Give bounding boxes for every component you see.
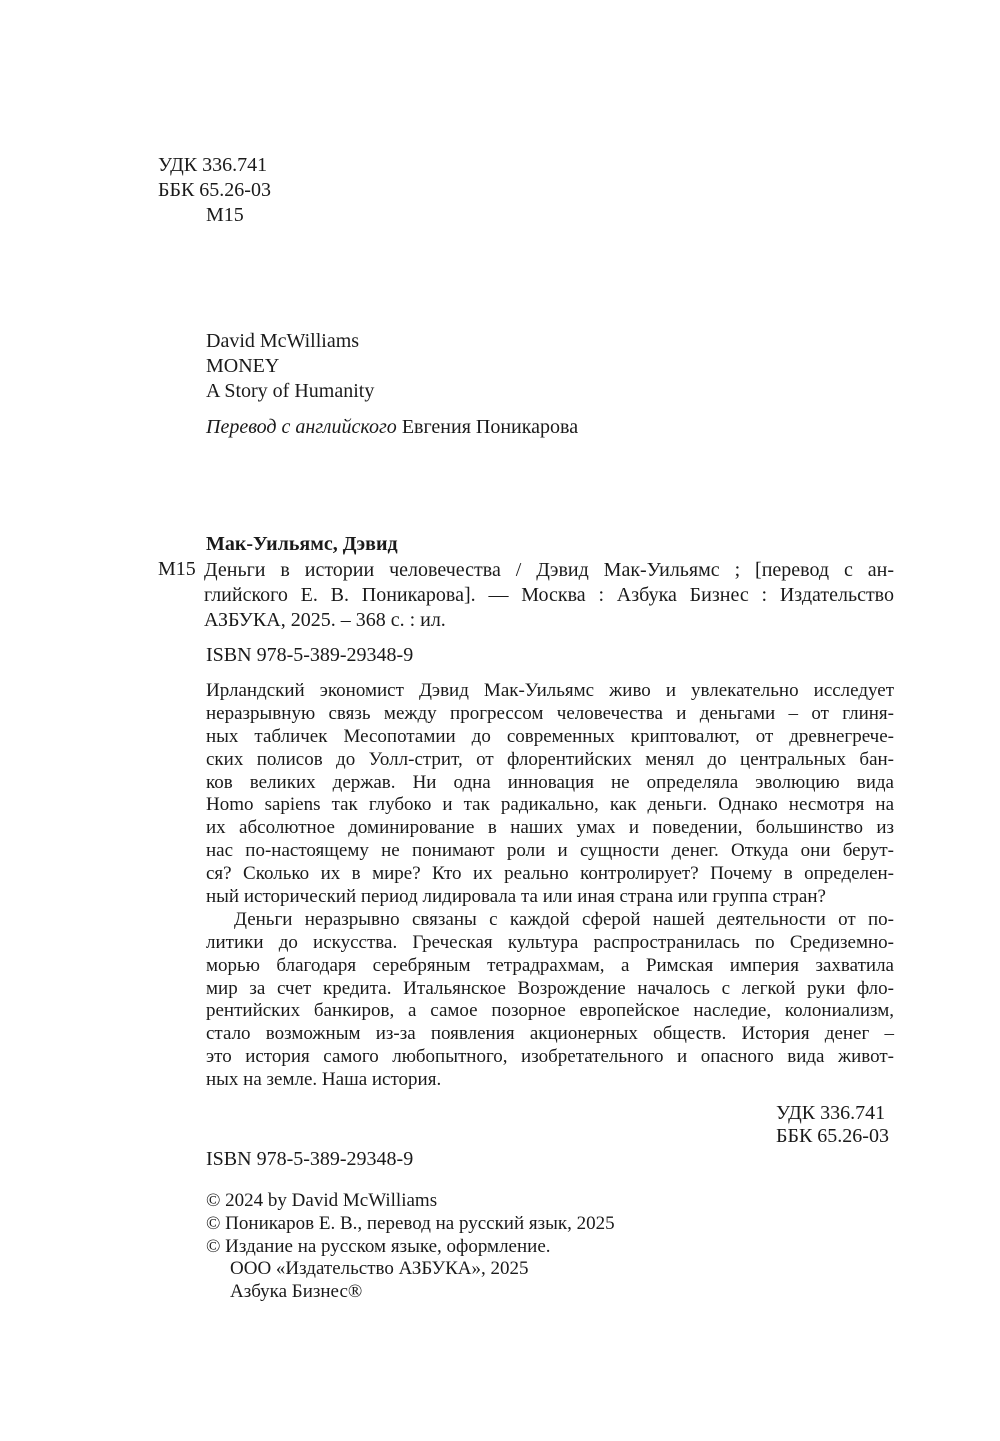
author-code: М15 (206, 204, 244, 226)
original-title: MONEY (206, 355, 280, 377)
bbk: ББК 65.26-03 (158, 179, 271, 201)
annotation-line: Деньги неразрывно связаны с каждой сферой нашей деятельности от по- (234, 908, 894, 930)
record-line: Деньги в истории человечества / Дэвид Мак-Уильямс ; [перевод с ан- (204, 559, 894, 581)
annotation-line: стало возможным из-за появления акционерных обществ. История денег – (206, 1023, 894, 1045)
original-title-block (206, 329, 578, 440)
annotation-line: неразрывную связь между прогрессом человечества и деньгами – от глиня- (206, 702, 894, 724)
annotation-line: мир за счет кредита. Итальянское Возрождение началось с легкой руки фло- (206, 977, 894, 999)
translation-label: Перевод с английского (206, 416, 397, 438)
annotation-paragraph-2 (206, 909, 894, 1092)
copyright-block (206, 1190, 615, 1304)
annotation-line: ный исторический период лидировала та или иная страна или группа стран? (206, 886, 826, 908)
original-author: David McWilliams (206, 330, 360, 352)
copyright-line: Азбука Бизнес® (230, 1281, 363, 1303)
annotation-line: рентийских банкиров, а самое позорное европейское наследие, колониализм, (206, 1000, 894, 1022)
record-isbn: ISBN 978-5-389-29348-9 (206, 644, 414, 666)
record-code: М15 (158, 558, 196, 580)
annotation-paragraph-1 (206, 680, 894, 909)
copyright-line: ООО «Издательство АЗБУКА», 2025 (230, 1258, 529, 1280)
footer-udk: УДК 336.741 (776, 1102, 886, 1124)
record-line: глийского Е. В. Поникарова]. — Москва : Азбука Бизнес : Издательство (204, 584, 894, 606)
annotation-line: ских полисов до Уолл-стрит, от флорентийских менял до центральных бан- (206, 748, 894, 770)
record-heading: Мак-Уильямс, Дэвид (206, 533, 398, 555)
original-subtitle: A Story of Humanity (206, 380, 375, 402)
copyright-line: © Поникаров Е. В., перевод на русский язык, 2025 (206, 1212, 615, 1234)
copyright-line: © 2024 by David McWilliams (206, 1190, 438, 1211)
annotation-line: их абсолютное доминирование в наших умах и поведении, большинство из (206, 817, 894, 839)
translation-credit (206, 415, 578, 440)
annotation-line: Ирландский экономист Дэвид Мак-Уильямс живо и увлекательно исследует (206, 680, 894, 701)
annotation-line: Homo sapiens так глубоко и так радикально, как деньги. Однако несмотря на (206, 794, 894, 816)
annotation-line: это история самого любопытного, изобретательного и опасного вида живот- (206, 1046, 894, 1068)
translator: Евгения Поникарова (401, 416, 579, 438)
footer-bbk: ББК 65.26-03 (776, 1125, 889, 1147)
annotation-line: морью благодаря серебряным тетрадрахмам, а Римская империя захватила (206, 954, 894, 976)
annotation-line: ся? Сколько их в мире? Кто их реально контролирует? Почему в определен- (206, 863, 894, 885)
footer-isbn: ISBN 978-5-389-29348-9 (206, 1148, 414, 1170)
copyright-line: © Издание на русском языке, оформление. (206, 1235, 551, 1257)
record-line: АЗБУКА, 2025. – 368 с. : ил. (204, 609, 446, 631)
annotation-line: ков великих держав. Ни одна инновация не определяла эволюцию вида (206, 771, 894, 793)
record-description (204, 558, 894, 633)
annotation-line: ных табличек Месопотамии до современных криптовалют, от древнегрече- (206, 725, 894, 747)
classification-block (158, 153, 271, 228)
footer-classification (776, 1102, 889, 1148)
annotation-line: ных на земле. Наша история. (206, 1069, 442, 1091)
annotation-line: литики до искусства. Греческая культура распространилась по Средиземно- (206, 931, 894, 953)
annotation-line: нас по-настоящему не понимают роли и сущности денег. Откуда они берут- (206, 840, 894, 862)
udk: УДК 336.741 (158, 154, 268, 176)
annotation (206, 680, 894, 1092)
